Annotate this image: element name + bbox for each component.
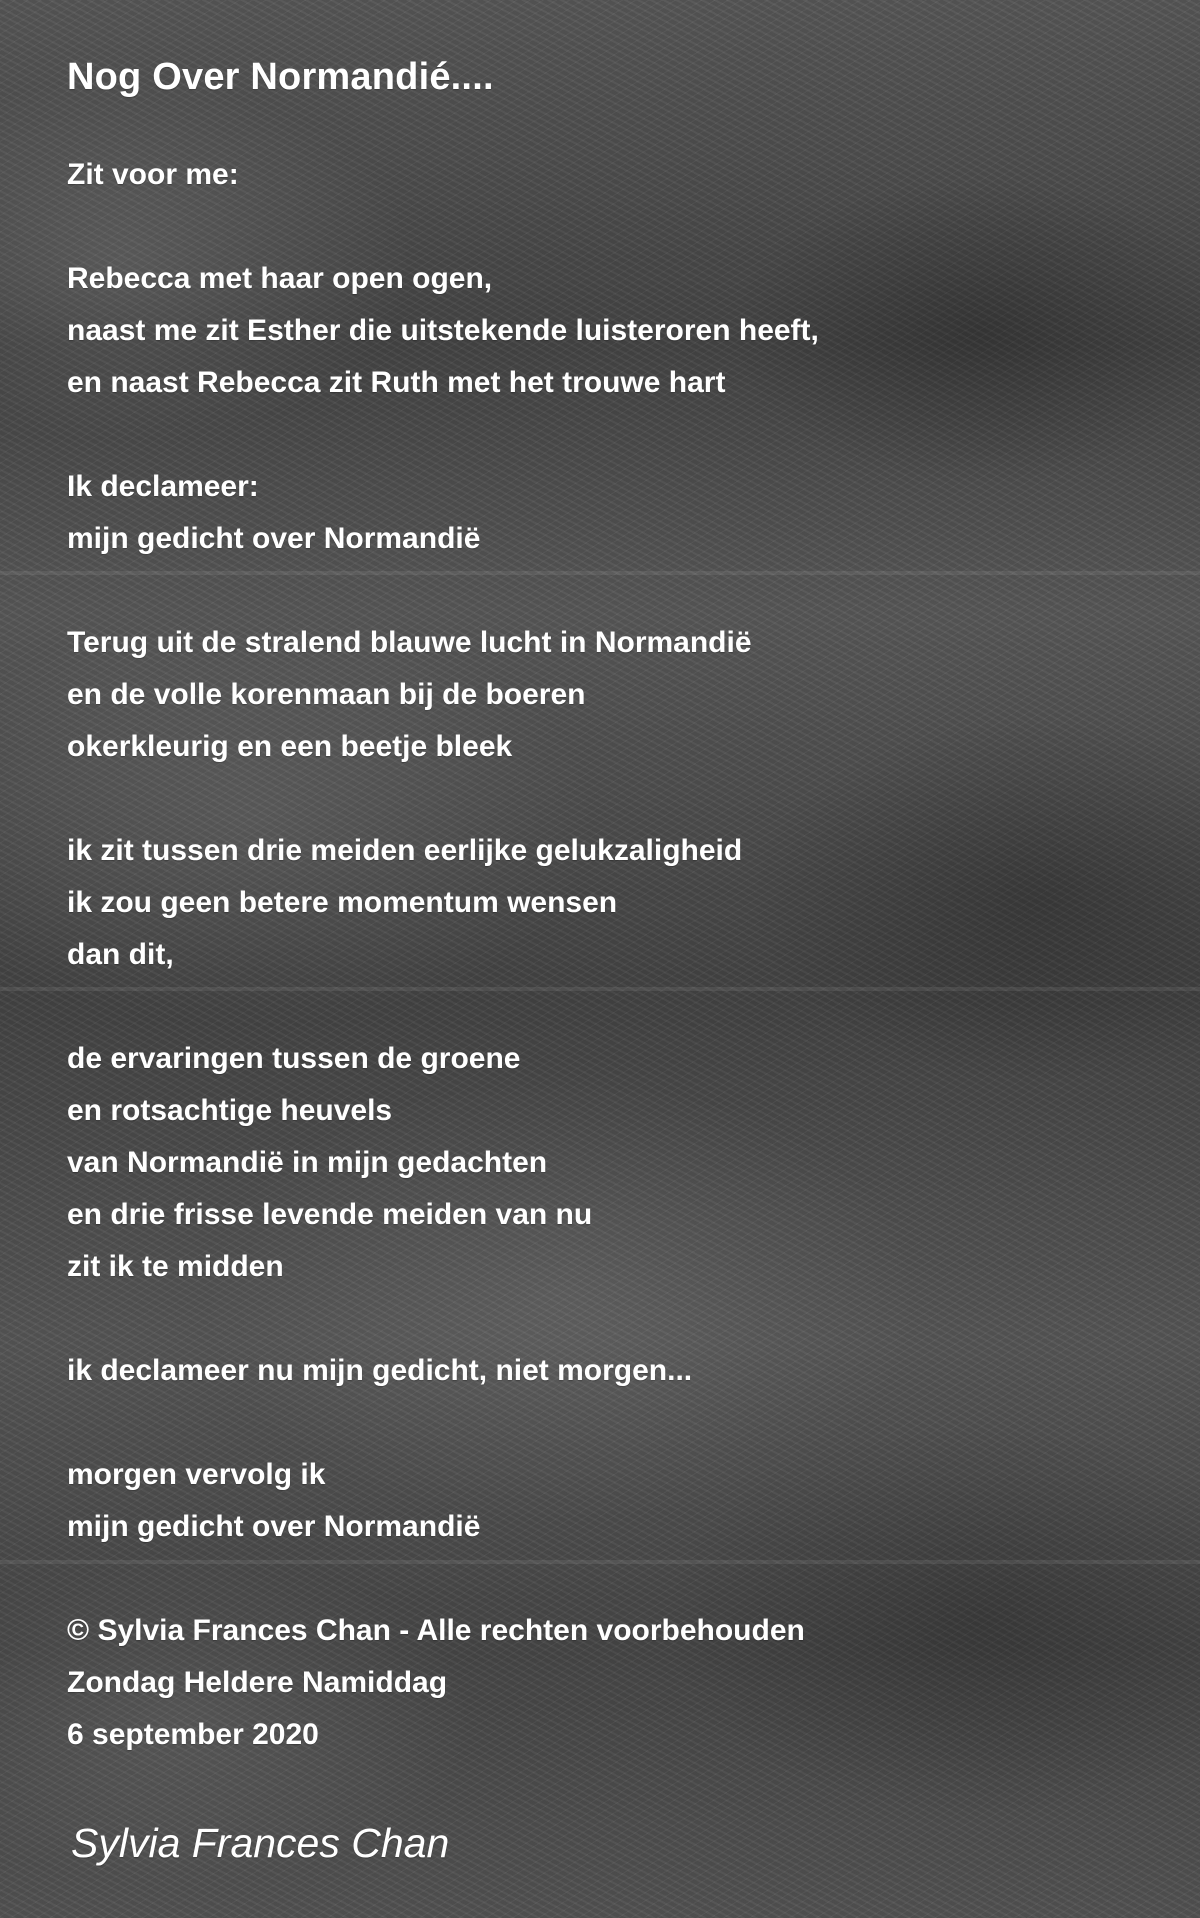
poem-line: zit ik te midden: [67, 1250, 284, 1283]
poem-metadata: [67, 1605, 1127, 1761]
stanza-5: [67, 825, 1127, 981]
copyright-line: © Sylvia Frances Chan - Alle rechten voorbehouden: [67, 1614, 805, 1647]
poem-line: van Normandië in mijn gedachten: [67, 1146, 548, 1179]
poem-line: morgen vervolg ik: [67, 1458, 326, 1491]
date-line: 6 september 2020: [67, 1718, 319, 1751]
stanza-7: [67, 1345, 1127, 1397]
poem-line: en naast Rebecca zit Ruth met het trouwe hart: [67, 366, 726, 399]
poem-line: de ervaringen tussen de groene: [67, 1042, 521, 1075]
poem-line: Zit voor me:: [67, 158, 239, 191]
poem-line: mijn gedicht over Normandië: [67, 1510, 481, 1543]
poem-title: Nog Over Normandié....: [67, 56, 494, 98]
poem-line: Terug uit de stralend blauwe lucht in Normandië: [67, 626, 752, 659]
author-signature: Sylvia Frances Chan: [71, 1820, 450, 1866]
subtitle-line: Zondag Heldere Namiddag: [67, 1666, 448, 1699]
poem-line: Ik declameer:: [67, 470, 259, 503]
stanza-2: [67, 253, 1127, 409]
poem-line: ik declameer nu mijn gedicht, niet morgen...: [67, 1354, 693, 1387]
poem-line: dan dit,: [67, 938, 174, 971]
stanza-1: [67, 149, 1127, 201]
poem-line: Rebecca met haar open ogen,: [67, 262, 493, 295]
poem-content: [67, 47, 1127, 1873]
stanza-4: [67, 617, 1127, 773]
poem-body: [67, 149, 1127, 1553]
stanza-6: [67, 1033, 1127, 1293]
stanza-8: [67, 1449, 1127, 1553]
poem-line: mijn gedicht over Normandië: [67, 522, 481, 555]
poem-line: ik zit tussen drie meiden eerlijke gelukzaligheid: [67, 834, 743, 867]
poem-line: okerkleurig en een beetje bleek: [67, 730, 513, 763]
stanza-3: [67, 461, 1127, 565]
poem-line: en de volle korenmaan bij de boeren: [67, 678, 586, 711]
poem-line: ik zou geen betere momentum wensen: [67, 886, 618, 919]
poem-line: naast me zit Esther die uitstekende luisteroren heeft,: [67, 314, 819, 347]
poem-line: en rotsachtige heuvels: [67, 1094, 393, 1127]
poem-line: en drie frisse levende meiden van nu: [67, 1198, 593, 1231]
